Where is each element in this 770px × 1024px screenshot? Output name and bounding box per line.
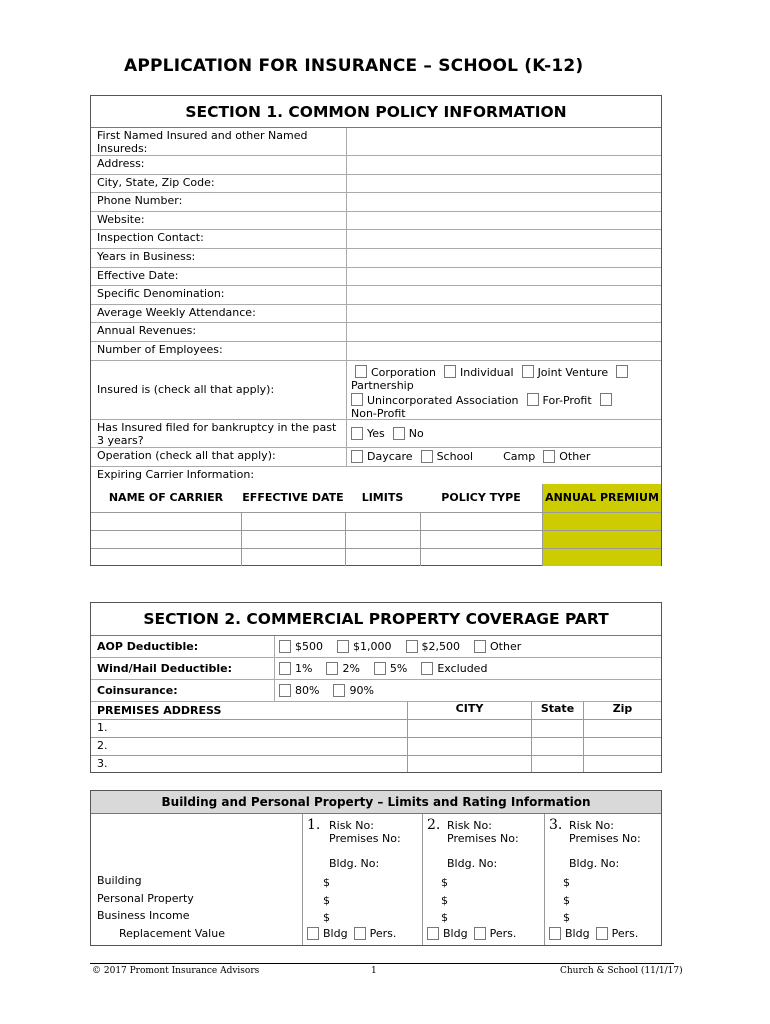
col2-bldg-checkbox[interactable] xyxy=(427,927,439,940)
carrier-limits-header: LIMITS xyxy=(361,491,404,505)
other-op-checkbox[interactable] xyxy=(543,450,555,463)
col1-bldg-label: Bldg. No: xyxy=(329,857,380,870)
premises-city-header: CITY xyxy=(407,702,531,719)
field-named-insured-label: First Named Insured and other Named Insureds: xyxy=(97,129,308,155)
daycare-label: Daycare xyxy=(367,450,413,464)
other-op-label: Other xyxy=(559,450,591,464)
col1-bldg-checkbox[interactable] xyxy=(307,927,319,940)
premises-zip-cell[interactable] xyxy=(583,738,661,755)
operation-options xyxy=(346,448,661,466)
field-phone-label: Phone Number: xyxy=(97,194,183,208)
aop-2500-checkbox[interactable] xyxy=(406,640,418,653)
carrier-row xyxy=(91,530,661,548)
col1-risk-label: Risk No: xyxy=(329,819,374,832)
bpp-column-1 xyxy=(302,814,422,945)
premises-state-cell[interactable] xyxy=(531,738,583,755)
carrier-effective-cell[interactable] xyxy=(241,549,345,566)
bankruptcy-no-label: No xyxy=(408,426,424,440)
row-label-building: Building xyxy=(97,874,142,887)
joint-venture-label: Joint Venture xyxy=(537,365,609,379)
premises-city-cell[interactable] xyxy=(407,738,531,755)
corporation-label: Corporation xyxy=(371,365,436,379)
wind-label: Wind/Hail Deductible: xyxy=(97,662,232,675)
wind-5-label: 5% xyxy=(389,662,408,675)
coins-90-checkbox[interactable] xyxy=(333,684,345,697)
col3-risk-label: Risk No: xyxy=(569,819,614,832)
field-website-label: Website: xyxy=(97,212,145,226)
non-profit-checkbox[interactable] xyxy=(600,393,612,406)
col2-income-value[interactable]: $ xyxy=(441,911,448,924)
carrier-row xyxy=(91,512,661,530)
col1-premises-label: Premises No: xyxy=(329,832,401,845)
coins-90-label: 90% xyxy=(349,684,374,697)
individual-label: Individual xyxy=(459,365,514,379)
col3-pers-checkbox[interactable] xyxy=(596,927,608,940)
section2-heading: SECTION 2. COMMERCIAL PROPERTY COVERAGE PART xyxy=(91,603,661,636)
carrier-table xyxy=(91,484,661,566)
coins-80-label: 80% xyxy=(295,684,320,697)
col1-personal-value[interactable]: $ xyxy=(323,893,330,907)
partnership-label: Partnership xyxy=(351,379,414,393)
city-input[interactable] xyxy=(346,175,661,193)
bpp-row-labels xyxy=(91,814,302,945)
carrier-premium-cell[interactable] xyxy=(542,549,661,566)
insured-type-label: Insured is (check all that apply): xyxy=(97,383,275,397)
premises-address-cell[interactable]: 3. xyxy=(97,757,108,770)
effective-input[interactable] xyxy=(346,268,661,286)
row-label-replacement-value: Replacement Value xyxy=(119,926,225,940)
carrier-row xyxy=(91,548,661,566)
individual-checkbox[interactable] xyxy=(444,365,456,378)
carrier-effective-header: EFFECTIVE DATE xyxy=(242,491,344,505)
aop-other-label: Other xyxy=(490,640,522,653)
attendance-input[interactable] xyxy=(346,305,661,323)
employees-input[interactable] xyxy=(346,342,661,360)
coinsurance-label: Coinsurance: xyxy=(97,684,178,697)
col2-premises-label: Premises No: xyxy=(447,832,519,845)
daycare-checkbox[interactable] xyxy=(351,450,363,463)
field-years-label: Years in Business: xyxy=(97,249,196,263)
col2-building-value[interactable]: $ xyxy=(441,876,448,889)
camp-label: Camp xyxy=(503,450,536,464)
col3-bldg-checkbox[interactable] xyxy=(549,927,561,940)
premises-zip-cell[interactable] xyxy=(583,720,661,737)
bpp-box xyxy=(90,790,662,946)
col1-building-value[interactable]: $ xyxy=(323,876,330,889)
wind-1-checkbox[interactable] xyxy=(279,662,291,675)
premises-address-cell[interactable]: 2. xyxy=(97,739,108,752)
denomination-input[interactable] xyxy=(346,286,661,304)
carrier-limits-cell[interactable] xyxy=(345,549,420,566)
field-employees-label: Number of Employees: xyxy=(97,342,223,356)
carrier-policy-header: POLICY TYPE xyxy=(441,491,521,505)
bpp-column-3 xyxy=(544,814,661,945)
carrier-name-cell[interactable] xyxy=(91,549,241,566)
premises-address-header: PREMISES ADDRESS xyxy=(97,704,222,717)
carrier-premium-cell[interactable] xyxy=(542,531,661,548)
aop-1000-checkbox[interactable] xyxy=(337,640,349,653)
col2-pers-checkbox[interactable] xyxy=(474,927,486,940)
footer-page-number: 1 xyxy=(371,966,377,976)
premises-state-cell[interactable] xyxy=(531,720,583,737)
premises-zip-cell[interactable] xyxy=(583,756,661,772)
bankruptcy-options xyxy=(346,420,661,447)
col3-bldg-option: Bldg xyxy=(565,927,590,940)
premises-city-cell[interactable] xyxy=(407,720,531,737)
website-input[interactable] xyxy=(346,212,661,230)
col1-number: 1. xyxy=(307,817,321,833)
carrier-name-cell[interactable] xyxy=(91,531,241,548)
carrier-policy-cell[interactable] xyxy=(420,549,542,566)
for-profit-label: For-Profit xyxy=(542,393,592,407)
col3-income-value[interactable]: $ xyxy=(563,911,570,924)
field-effective-label: Effective Date: xyxy=(97,268,179,282)
footer-copyright: © 2017 Promont Insurance Advisors xyxy=(92,966,260,976)
col2-personal-value[interactable]: $ xyxy=(441,893,448,907)
insured-type-options xyxy=(346,361,661,419)
col3-building-value[interactable]: $ xyxy=(563,876,570,889)
col2-bldg-option: Bldg xyxy=(443,927,468,940)
carrier-limits-cell[interactable] xyxy=(345,531,420,548)
unincorporated-checkbox[interactable] xyxy=(351,393,363,406)
section1-box xyxy=(90,95,662,566)
coinsurance-options xyxy=(274,680,661,701)
school-label: School xyxy=(436,450,474,464)
col1-pers-option: Pers. xyxy=(369,927,397,940)
col3-bldg-label: Bldg. No: xyxy=(569,857,620,870)
non-profit-label: Non-Profit xyxy=(351,407,406,421)
col1-pers-checkbox[interactable] xyxy=(354,927,366,940)
section1-heading: SECTION 1. COMMON POLICY INFORMATION xyxy=(91,96,661,128)
phone-input[interactable] xyxy=(346,193,661,211)
section1-fields xyxy=(91,128,661,566)
carrier-effective-cell[interactable] xyxy=(241,513,345,530)
aop-1000-label: $1,000 xyxy=(353,640,392,653)
wind-5-checkbox[interactable] xyxy=(374,662,386,675)
col2-pers-option: Pers. xyxy=(489,927,517,940)
carrier-premium-cell[interactable] xyxy=(542,513,661,530)
partnership-checkbox[interactable] xyxy=(616,365,628,378)
coins-80-checkbox[interactable] xyxy=(279,684,291,697)
premises-zip-header: Zip xyxy=(583,702,661,719)
bankruptcy-yes-label: Yes xyxy=(367,426,385,440)
bankruptcy-yes-checkbox[interactable] xyxy=(351,427,363,440)
bpp-heading: Building and Personal Property – Limits and Rating Information xyxy=(91,791,661,814)
carrier-premium-header: ANNUAL PREMIUM xyxy=(542,484,661,512)
col3-pers-option: Pers. xyxy=(611,927,639,940)
operation-label: Operation (check all that apply): xyxy=(97,448,276,462)
field-attendance-label: Average Weekly Attendance: xyxy=(97,305,256,319)
carrier-effective-cell[interactable] xyxy=(241,531,345,548)
page-title: APPLICATION FOR INSURANCE – SCHOOL (K-12) xyxy=(124,56,584,76)
aop-500-checkbox[interactable] xyxy=(279,640,291,653)
row-label-personal-property: Personal Property xyxy=(97,891,194,905)
bankruptcy-label: Has Insured filed for bankruptcy in the past 3 years? xyxy=(97,420,337,447)
carrier-policy-cell[interactable] xyxy=(420,531,542,548)
for-profit-checkbox[interactable] xyxy=(527,393,539,406)
aop-other-checkbox[interactable] xyxy=(474,640,486,653)
wind-2-checkbox[interactable] xyxy=(326,662,338,675)
joint-venture-checkbox[interactable] xyxy=(522,365,534,378)
bankruptcy-no-checkbox[interactable] xyxy=(393,427,405,440)
col2-number: 2. xyxy=(427,817,441,833)
wind-2-label: 2% xyxy=(342,662,360,675)
premises-state-cell[interactable] xyxy=(531,756,583,772)
carrier-policy-cell[interactable] xyxy=(420,513,542,530)
premises-city-cell[interactable] xyxy=(407,756,531,772)
footer-rule xyxy=(90,963,674,964)
field-address-label: Address: xyxy=(97,157,145,170)
bpp-column-2 xyxy=(422,814,544,945)
premises-row xyxy=(91,737,661,755)
col1-bldg-option: Bldg xyxy=(323,927,348,940)
wind-excluded-checkbox[interactable] xyxy=(421,662,433,675)
section2-box xyxy=(90,602,662,773)
aop-2500-label: $2,500 xyxy=(421,640,460,653)
premises-row xyxy=(91,755,661,772)
corporation-checkbox[interactable] xyxy=(355,365,367,378)
field-denomination-label: Specific Denomination: xyxy=(97,287,225,301)
aop-options xyxy=(274,636,661,657)
premises-address-cell[interactable]: 1. xyxy=(97,721,108,734)
field-inspection-label: Inspection Contact: xyxy=(97,231,204,245)
row-label-business-income: Business Income xyxy=(97,909,190,922)
carrier-name-cell[interactable] xyxy=(91,513,241,530)
years-input[interactable] xyxy=(346,249,661,267)
school-checkbox[interactable] xyxy=(421,450,433,463)
carrier-name-header: NAME OF CARRIER xyxy=(108,491,224,505)
field-city-label: City, State, Zip Code: xyxy=(97,175,215,189)
aop-500-label: $500 xyxy=(295,640,323,653)
wind-options xyxy=(274,658,661,679)
unincorporated-label: Unincorporated Association xyxy=(367,393,519,407)
aop-label: AOP Deductible: xyxy=(97,640,199,653)
carrier-label: Expiring Carrier Information: xyxy=(97,467,255,481)
col3-number: 3. xyxy=(549,817,563,833)
col1-income-value[interactable]: $ xyxy=(323,911,330,924)
premises-row xyxy=(91,719,661,737)
premises-state-header: State xyxy=(531,702,583,719)
wind-excluded-label: Excluded xyxy=(437,662,488,675)
wind-1-label: 1% xyxy=(295,662,313,675)
col3-personal-value[interactable]: $ xyxy=(563,893,570,907)
address-input[interactable] xyxy=(346,156,661,174)
named-insured-input[interactable] xyxy=(346,128,661,155)
footer-form-id: Church & School (11/1/17) xyxy=(560,966,683,976)
col3-premises-label: Premises No: xyxy=(569,832,641,845)
col2-risk-label: Risk No: xyxy=(447,819,492,832)
col2-bldg-label: Bldg. No: xyxy=(447,857,498,870)
revenues-input[interactable] xyxy=(346,323,661,341)
inspection-input[interactable] xyxy=(346,230,661,248)
premises-table xyxy=(91,702,661,772)
field-revenues-label: Annual Revenues: xyxy=(97,324,197,338)
carrier-limits-cell[interactable] xyxy=(345,513,420,530)
